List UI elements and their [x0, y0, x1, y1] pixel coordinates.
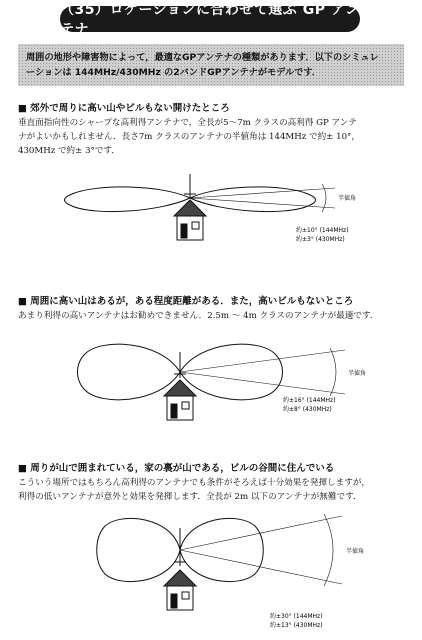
half-angle-label: 半値角: [338, 195, 357, 202]
section-3-heading: ■ 周りが山で囲まれている，家の裏が山である，ビルの谷間に住んでいる: [18, 463, 335, 474]
house-icon: [164, 352, 196, 420]
angle-value-430: 約±3° (430MHz): [296, 236, 345, 243]
half-angle-label: 半値角: [348, 370, 367, 377]
section-2-diagram: [0, 330, 422, 450]
intro-line-2: ーションは 144MHz/430MHz の2バンドGPアンテナがモデルです．: [26, 67, 321, 78]
section-3-body-line-1: こういう場所ではもちろん高利得のアンテナでも条件がそろえば十分効果を発揮しますが，: [18, 478, 371, 488]
angle-value-144: 約±16° (144MHz): [283, 397, 336, 404]
section-1-body-line-1: 垂直面指向性のシャープな高利得アンテナで，全長が5〜7m クラスの高利得 GP アンテ: [18, 118, 357, 128]
section-3-body: [18, 476, 408, 504]
page-title: （35）ロケーションに合わせて選ぶ GP アンテナ: [60, 2, 360, 38]
angle-value-144: 約±10° (144MHz): [296, 227, 349, 234]
half-angle-label: 半値角: [346, 548, 365, 555]
radiation-pattern-sharp: [65, 184, 336, 212]
section-1-body: [18, 116, 408, 158]
house-icon: [174, 174, 206, 240]
section-1-diagram: [0, 164, 422, 280]
angle-value-144: 約±30° (144MHz): [270, 613, 323, 620]
radiation-pattern-medium: [78, 344, 346, 400]
radiation-pattern-wide: [97, 514, 342, 586]
section-3-body-line-2: 利得の低いアンテナが意外と効果を発揮します．全長が 2m 以下のアンテナが無難です．: [18, 492, 362, 502]
intro-box: [18, 44, 404, 86]
section-1-heading: ■ 郊外で周りに高い山やビルもない開けたところ: [18, 103, 230, 114]
title-banner: [60, 2, 360, 38]
intro-line-1: 周囲の地形や障害物によって，最適なGPアンテナの種類があります．以下のシミュレ: [26, 52, 379, 63]
section-1-body-line-2: ナがよいかもしれません．長さ7m クラスのアンテナの半値角は 144MHz で約± 10°，: [18, 132, 360, 142]
section-2-heading: ■ 周囲に高い山はあるが，ある程度距離がある．また，高いビルもないところ: [18, 296, 354, 307]
section-2-body: [18, 309, 408, 323]
angle-value-430: 約±13° (430MHz): [270, 622, 323, 629]
section-2-body-line-1: あまり利得の高いアンテナはお勧めできません．2.5m 〜 4m クラスのアンテナが最適です．: [18, 311, 379, 321]
section-3-diagram: [0, 508, 422, 638]
section-1-body-line-3: 430MHz で約± 3°です．: [18, 146, 120, 156]
angle-value-430: 約±8° (430MHz): [283, 406, 332, 413]
